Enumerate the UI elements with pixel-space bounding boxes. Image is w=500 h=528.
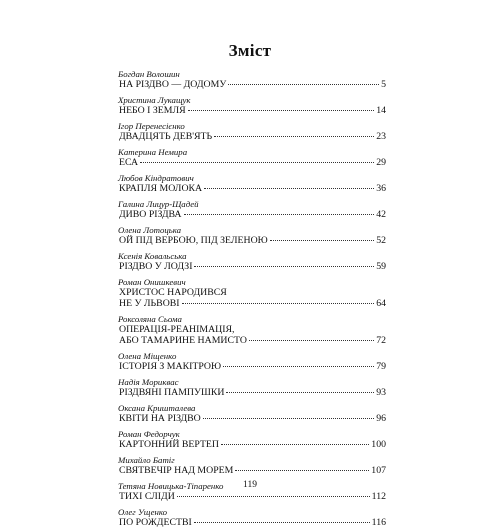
toc-author: Христина Лукащук	[118, 95, 191, 105]
toc-page-number: 5	[381, 79, 386, 90]
toc-title: НА РІЗДВО — ДОДОМУ	[119, 79, 227, 90]
toc-entry[interactable]	[118, 315, 386, 346]
toc-entry[interactable]	[118, 70, 386, 90]
toc-title-line	[118, 324, 386, 335]
toc-title: ТИХІ СЛІДИ	[119, 491, 175, 502]
toc-entry[interactable]	[118, 378, 386, 398]
toc-title: СВЯТВЕЧІР НАД МОРЕМ	[119, 465, 234, 476]
toc-title-line	[118, 298, 386, 309]
dot-leader	[204, 188, 374, 189]
toc-title-line	[118, 235, 386, 246]
toc-title-line	[118, 183, 386, 194]
toc-page-number: 79	[376, 361, 386, 372]
toc-author: Олена Лотоцька	[118, 225, 182, 235]
toc-author: Катерина Немира	[118, 147, 188, 157]
toc-title-line	[118, 387, 386, 398]
toc-title-line	[118, 131, 386, 142]
toc-title-line	[118, 413, 386, 424]
toc-title-line	[118, 517, 386, 528]
toc-page-number: 23	[376, 131, 386, 142]
toc-title-line	[118, 491, 386, 502]
toc-title: ХРИСТОС НАРОДИВСЯ	[119, 287, 227, 298]
toc-author: Тетяна Новицька-Тіпаренко	[118, 481, 224, 491]
toc-entry[interactable]	[118, 200, 386, 220]
dot-leader	[214, 136, 374, 137]
dot-leader	[221, 444, 369, 445]
dot-leader	[270, 240, 374, 241]
toc-title: НЕ У ЛЬВОВІ	[119, 298, 180, 309]
toc-page-number: 64	[376, 298, 386, 309]
dot-leader	[140, 162, 374, 163]
toc-page-number: 72	[376, 335, 386, 346]
dot-leader	[223, 366, 374, 367]
toc-entry[interactable]	[118, 96, 386, 116]
toc-entry[interactable]	[118, 226, 386, 246]
toc-author: Роман Федорчук	[118, 429, 180, 439]
toc-entry[interactable]	[118, 508, 386, 528]
toc-author: Ігор Перенесієнко	[118, 121, 185, 131]
toc-entry[interactable]	[118, 148, 386, 168]
toc-title: КВІТИ НА РІЗДВО	[119, 413, 201, 424]
toc-title: ДИВО РІЗДВА	[119, 209, 182, 220]
toc-title-line	[118, 105, 386, 116]
toc-title-line	[118, 79, 386, 90]
toc-title: ОПЕРАЦІЯ-РЕАНІМАЦІЯ,	[119, 324, 235, 335]
page-number: 119	[243, 480, 257, 490]
toc-author: Михайло Батіг	[118, 455, 175, 465]
toc-page-number: 116	[371, 517, 386, 528]
toc-title-line	[118, 361, 386, 372]
dot-leader	[235, 470, 369, 471]
dot-leader	[182, 303, 375, 304]
toc-title: КРАПЛЯ МОЛОКА	[119, 183, 203, 194]
toc-entry[interactable]	[118, 122, 386, 142]
toc-page-number: 100	[371, 439, 386, 450]
toc-title: АБО ТАМАРИНЕ НАМИСТО	[119, 335, 247, 346]
toc-entry[interactable]	[118, 252, 386, 272]
toc-title: НЕБО І ЗЕМЛЯ	[119, 105, 186, 116]
table-of-contents	[118, 70, 386, 528]
toc-author: Ксенія Ковальська	[118, 251, 187, 261]
toc-entry[interactable]	[118, 278, 386, 309]
toc-author: Роман Онишкевич	[118, 277, 186, 287]
dot-leader	[228, 84, 379, 85]
toc-author: Олена Міщенко	[118, 351, 177, 361]
toc-entry[interactable]	[118, 430, 386, 450]
toc-title: РІЗДВО У ЛОДЗІ	[119, 261, 193, 272]
dot-leader	[184, 214, 375, 215]
dot-leader	[203, 418, 374, 419]
toc-title: ІСТОРІЯ З МАКІТРОЮ	[119, 361, 222, 372]
toc-page-number: 42	[376, 209, 386, 220]
toc-page-number: 112	[371, 491, 386, 502]
toc-page-number: 36	[376, 183, 386, 194]
toc-author: Оксана Кришталева	[118, 403, 196, 413]
toc-title: ДВАДЦЯТЬ ДЕВ'ЯТЬ	[119, 131, 213, 142]
dot-leader	[188, 110, 375, 111]
toc-title-line	[118, 209, 386, 220]
toc-author: Надія Мориквас	[118, 377, 179, 387]
toc-title-line	[118, 287, 386, 298]
toc-title-line	[118, 465, 386, 476]
toc-title: ЕСА	[119, 157, 139, 168]
toc-author: Богдан Волошин	[118, 69, 180, 79]
toc-entry[interactable]	[118, 404, 386, 424]
toc-page-number: 107	[371, 465, 386, 476]
toc-title: КАРТОННИЙ ВЕРТЕП	[119, 439, 219, 450]
dot-leader	[249, 340, 374, 341]
toc-author: Роксоляна Сьома	[118, 314, 182, 324]
toc-title-line	[118, 157, 386, 168]
dot-leader	[194, 266, 374, 267]
toc-page-number: 96	[376, 413, 386, 424]
toc-author: Олег Ущенко	[118, 507, 168, 517]
toc-page-number: 52	[376, 235, 386, 246]
toc-author: Галина Лицур-Щадей	[118, 199, 199, 209]
toc-title-line	[118, 261, 386, 272]
page-title: Зміст	[228, 41, 272, 60]
toc-entry[interactable]	[118, 456, 386, 476]
dot-leader	[194, 522, 370, 523]
toc-page-number: 29	[376, 157, 386, 168]
toc-page-number: 14	[376, 105, 386, 116]
toc-title-line	[118, 439, 386, 450]
toc-entry[interactable]	[118, 174, 386, 194]
toc-title: ПО РОЖДЕСТВІ	[119, 517, 192, 528]
toc-title: ОЙ ПІД ВЕРБОЮ, ПІД ЗЕЛЕНОЮ	[119, 235, 268, 246]
toc-page-number: 93	[376, 387, 386, 398]
toc-title-line	[118, 335, 386, 346]
toc-title: РІЗДВЯНІ ПАМПУШКИ	[119, 387, 225, 398]
dot-leader	[226, 392, 374, 393]
toc-author: Любов Кіндратович	[118, 173, 194, 183]
toc-page-number: 59	[376, 261, 386, 272]
toc-entry[interactable]	[118, 352, 386, 372]
dot-leader	[177, 496, 370, 497]
